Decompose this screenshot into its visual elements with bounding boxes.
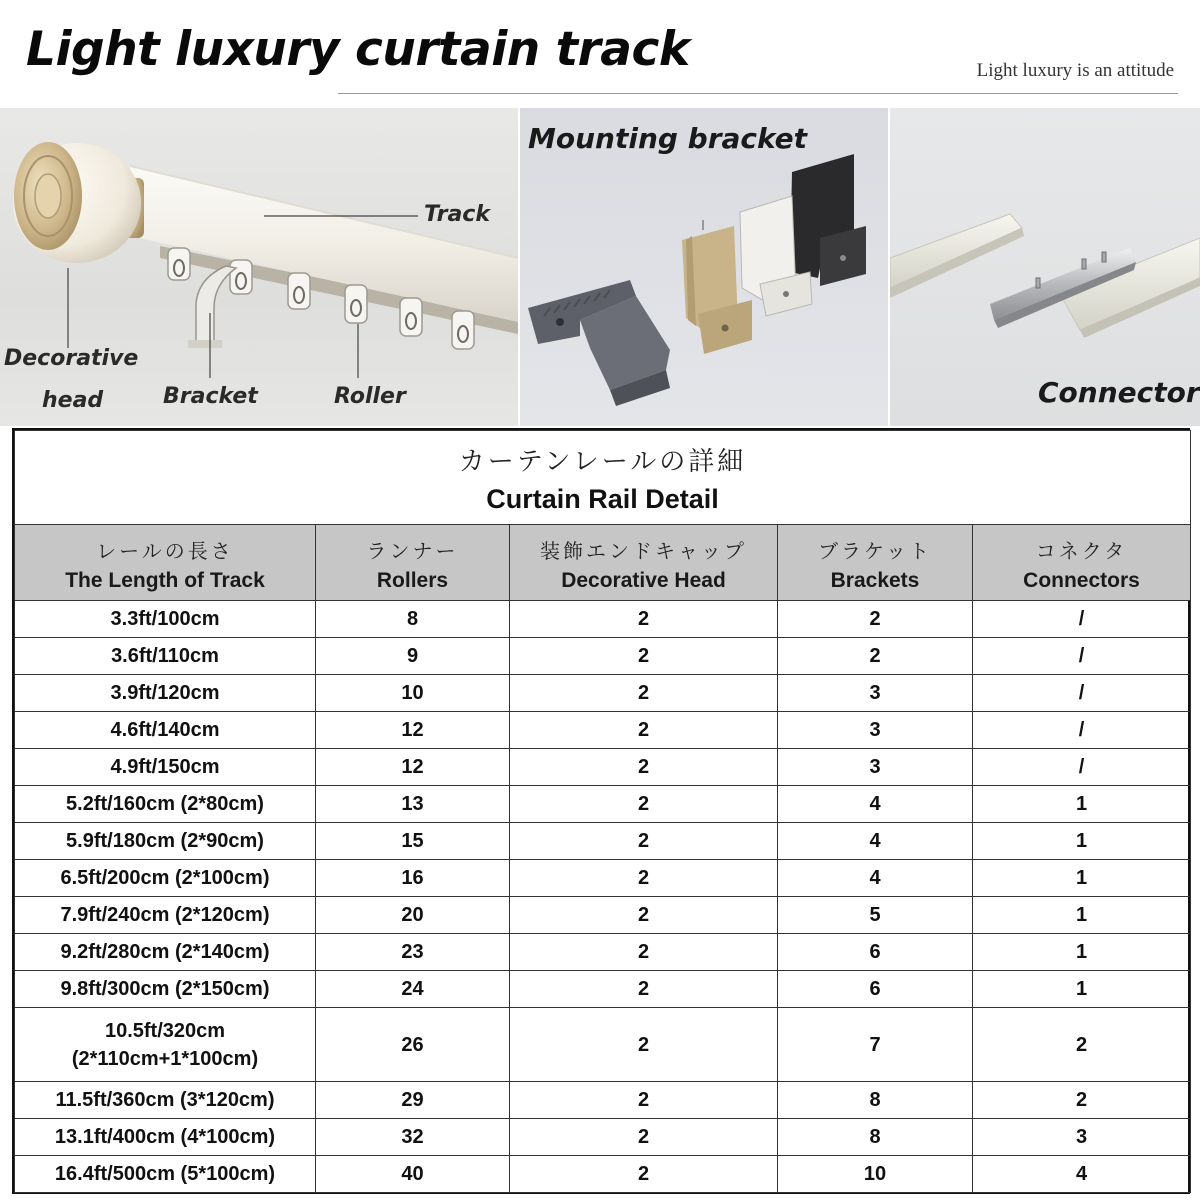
cell-connectors: [973, 860, 1191, 897]
cell-length: [15, 601, 316, 638]
cell-decorative-head-value: 2: [637, 719, 650, 741]
cell-brackets-value: 3: [869, 682, 881, 704]
cell-brackets-value: 6: [869, 978, 881, 1000]
table-row: [15, 638, 1191, 675]
cell-decorative-head-value: 2: [637, 682, 650, 704]
cell-rollers-value: 15: [401, 830, 424, 852]
table-row: [15, 1082, 1191, 1119]
cell-brackets: [778, 1119, 973, 1156]
connector-label: Connector: [1038, 376, 1200, 409]
cell-brackets-value: 5: [869, 904, 881, 926]
table-caption-jp: カーテンレールの詳細: [458, 446, 747, 477]
column-header-jp: 装飾エンドキャップ: [540, 538, 747, 563]
cell-connectors: [973, 934, 1191, 971]
cell-brackets-value: 8: [869, 1089, 881, 1111]
cell-brackets-value: 3: [869, 719, 881, 741]
cell-rollers: [316, 934, 510, 971]
cell-length: [15, 860, 316, 897]
column-header-brackets: [778, 525, 973, 601]
cell-connectors-value: /: [1078, 608, 1085, 630]
table-row: [15, 1008, 1191, 1082]
curtain-rail-detail-table: [12, 428, 1190, 1194]
cell-brackets-value: 4: [869, 830, 881, 852]
cell-decorative-head-value: 2: [637, 1126, 650, 1148]
cell-length: [15, 1119, 316, 1156]
header: [0, 0, 1200, 108]
cell-brackets-value: 3: [869, 756, 881, 778]
cell-brackets-value: 4: [869, 867, 881, 889]
cell-decorative-head-value: 2: [637, 867, 650, 889]
cell-decorative-head-value: 2: [637, 1033, 650, 1056]
track-illustration: [0, 108, 518, 426]
cell-connectors-value: 1: [1075, 978, 1088, 1000]
cell-connectors: [973, 601, 1191, 638]
cell-brackets-value: 7: [869, 1033, 881, 1056]
tagline-divider: [338, 93, 1178, 94]
cell-rollers: [316, 712, 510, 749]
cell-length-value: 4.9ft/150cm: [110, 756, 220, 778]
cell-brackets-value: 2: [869, 645, 881, 667]
decorative-head-label-line2: head: [42, 388, 104, 413]
cell-rollers-value: 12: [401, 719, 424, 741]
cell-brackets: [778, 786, 973, 823]
table-caption: [15, 431, 1191, 525]
cell-rollers: [316, 749, 510, 786]
cell-brackets-value: 6: [869, 941, 881, 963]
cell-rollers: [316, 1119, 510, 1156]
table-row: [15, 675, 1191, 712]
column-header-rollers: [316, 525, 510, 601]
cell-length: [15, 1008, 316, 1082]
column-header-en: Decorative Head: [561, 568, 726, 592]
table-row: [15, 601, 1191, 638]
cell-connectors-value: 1: [1075, 830, 1088, 852]
cell-length-value: 13.1ft/400cm (4*100cm): [54, 1126, 276, 1148]
column-header-length: [15, 525, 316, 601]
cell-connectors-value: 1: [1075, 904, 1088, 926]
table-row: [15, 749, 1191, 786]
cell-brackets: [778, 638, 973, 675]
table-row: [15, 1156, 1191, 1193]
cell-decorative-head: [510, 749, 778, 786]
column-header-jp: コネクタ: [1035, 538, 1128, 563]
cell-rollers-value: 20: [401, 904, 424, 926]
cell-decorative-head-value: 2: [637, 904, 650, 926]
mounting-bracket-label: Mounting bracket: [528, 122, 808, 155]
cell-decorative-head: [510, 1119, 778, 1156]
detail-table: [14, 430, 1191, 1193]
cell-rollers: [316, 897, 510, 934]
cell-length-value-line2: (2*110cm+1*100cm): [71, 1047, 259, 1070]
mounting-bracket-photo-panel: [520, 108, 888, 426]
cell-connectors: [973, 675, 1191, 712]
cell-connectors: [973, 638, 1191, 675]
cell-rollers: [316, 1008, 510, 1082]
cell-rollers: [316, 860, 510, 897]
cell-connectors-value: 2: [1075, 1033, 1088, 1056]
cell-decorative-head-value: 2: [637, 978, 650, 1000]
track-photo-panel: [0, 108, 518, 426]
table-row: [15, 934, 1191, 971]
cell-connectors: [973, 786, 1191, 823]
cell-connectors: [973, 749, 1191, 786]
cell-brackets: [778, 601, 973, 638]
cell-decorative-head: [510, 823, 778, 860]
cell-decorative-head: [510, 934, 778, 971]
cell-connectors-value: /: [1078, 719, 1085, 741]
cell-decorative-head: [510, 1082, 778, 1119]
cell-brackets: [778, 823, 973, 860]
cell-connectors-value: 1: [1075, 793, 1088, 815]
cell-brackets: [778, 934, 973, 971]
cell-length-value: 4.6ft/140cm: [110, 719, 220, 741]
cell-length-value: 16.4ft/500cm (5*100cm): [54, 1163, 276, 1185]
cell-rollers: [316, 971, 510, 1008]
track-label: Track: [424, 202, 490, 227]
cell-brackets: [778, 860, 973, 897]
cell-rollers-value: 23: [401, 941, 424, 963]
cell-connectors-value: 1: [1075, 941, 1088, 963]
cell-rollers: [316, 1082, 510, 1119]
mounting-bracket-illustration: [520, 108, 888, 426]
cell-length-value: 6.5ft/200cm (2*100cm): [60, 867, 270, 889]
cell-brackets: [778, 971, 973, 1008]
cell-brackets: [778, 749, 973, 786]
cell-length: [15, 638, 316, 675]
cell-decorative-head-value: 2: [637, 1163, 650, 1185]
cell-rollers: [316, 786, 510, 823]
cell-rollers-value: 10: [401, 682, 424, 704]
cell-rollers-value: 8: [406, 608, 419, 630]
cell-length: [15, 675, 316, 712]
cell-length: [15, 712, 316, 749]
cell-connectors: [973, 823, 1191, 860]
table-row: [15, 860, 1191, 897]
cell-brackets-value: 2: [869, 608, 881, 630]
cell-rollers-value: 16: [401, 867, 424, 889]
table-row: [15, 823, 1191, 860]
column-header-jp: ランナー: [366, 538, 459, 563]
cell-decorative-head: [510, 638, 778, 675]
cell-connectors-value: 2: [1075, 1089, 1088, 1111]
cell-rollers: [316, 1156, 510, 1193]
cell-connectors-value: 3: [1075, 1126, 1088, 1148]
cell-decorative-head: [510, 786, 778, 823]
cell-rollers-value: 24: [401, 978, 424, 1000]
cell-rollers-value: 26: [401, 1033, 424, 1056]
cell-decorative-head-value: 2: [637, 608, 650, 630]
cell-decorative-head: [510, 675, 778, 712]
cell-brackets: [778, 1008, 973, 1082]
cell-brackets-value: 8: [869, 1126, 881, 1148]
cell-decorative-head: [510, 897, 778, 934]
cell-brackets: [778, 712, 973, 749]
cell-length-value: 7.9ft/240cm (2*120cm): [60, 904, 270, 926]
cell-length: [15, 823, 316, 860]
cell-length-value: 3.6ft/110cm: [111, 645, 219, 667]
cell-decorative-head-value: 2: [637, 830, 650, 852]
cell-connectors-value: 4: [1075, 1163, 1088, 1185]
cell-decorative-head-value: 2: [637, 645, 650, 667]
cell-length-value: 9.2ft/280cm (2*140cm): [60, 941, 270, 963]
cell-brackets: [778, 897, 973, 934]
cell-rollers-value: 40: [401, 1163, 424, 1185]
cell-rollers: [316, 601, 510, 638]
cell-length: [15, 897, 316, 934]
tagline: Light luxury is an attitude: [976, 60, 1174, 81]
column-header-en: Brackets: [830, 568, 920, 592]
cell-length-value: 11.5ft/360cm (3*120cm): [55, 1089, 275, 1111]
table-row: [15, 971, 1191, 1008]
bracket-label: Bracket: [163, 384, 258, 409]
column-header-en: Connectors: [1023, 568, 1140, 592]
table-row: [15, 786, 1191, 823]
cell-brackets: [778, 1082, 973, 1119]
cell-connectors: [973, 1008, 1191, 1082]
cell-length-value: 5.2ft/160cm (2*80cm): [66, 793, 264, 815]
cell-decorative-head-value: 2: [637, 1089, 650, 1111]
cell-brackets-value: 10: [863, 1163, 887, 1185]
cell-decorative-head-value: 2: [637, 756, 650, 778]
cell-rollers-value: 32: [401, 1126, 424, 1148]
cell-rollers-value: 9: [406, 645, 419, 667]
cell-brackets: [778, 1156, 973, 1193]
column-header-en: The Length of Track: [65, 568, 265, 592]
cell-connectors: [973, 1082, 1191, 1119]
cell-decorative-head: [510, 601, 778, 638]
cell-brackets: [778, 675, 973, 712]
column-header-connectors: [973, 525, 1191, 601]
column-header-jp: レールの長さ: [96, 538, 234, 563]
cell-connectors-value: 1: [1075, 867, 1088, 889]
cell-length-value: 10.5ft/320cm: [104, 1019, 226, 1042]
cell-length: [15, 1156, 316, 1193]
cell-connectors: [973, 1156, 1191, 1193]
column-header-jp: ブラケット: [818, 538, 932, 563]
cell-length-value: 5.9ft/180cm (2*90cm): [66, 830, 264, 852]
cell-rollers-value: 29: [401, 1089, 424, 1111]
cell-connectors: [973, 971, 1191, 1008]
product-photos: [0, 108, 1200, 426]
cell-decorative-head-value: 2: [637, 793, 650, 815]
cell-length: [15, 1082, 316, 1119]
table-caption-en: Curtain Rail Detail: [486, 483, 719, 514]
cell-brackets-value: 4: [869, 793, 881, 815]
column-header-row: [15, 525, 1191, 601]
cell-rollers-value: 12: [401, 756, 424, 778]
table-row: [15, 712, 1191, 749]
cell-length-value: 3.9ft/120cm: [110, 682, 220, 704]
cell-length-value: 3.3ft/100cm: [110, 608, 220, 630]
cell-decorative-head: [510, 860, 778, 897]
cell-connectors: [973, 712, 1191, 749]
cell-rollers: [316, 638, 510, 675]
cell-length: [15, 934, 316, 971]
page-title: Light luxury curtain track: [26, 22, 690, 77]
cell-rollers-value: 13: [401, 793, 424, 815]
cell-connectors-value: /: [1078, 682, 1085, 704]
decorative-head-label-line1: Decorative: [4, 346, 139, 371]
cell-connectors: [973, 897, 1191, 934]
black-bracket: [790, 154, 866, 286]
cell-length-value: 9.8ft/300cm (2*150cm): [60, 978, 270, 1000]
cell-decorative-head: [510, 1008, 778, 1082]
cell-decorative-head: [510, 1156, 778, 1193]
table-row: [15, 1119, 1191, 1156]
cell-connectors: [973, 1119, 1191, 1156]
cell-decorative-head-value: 2: [637, 941, 650, 963]
cell-length: [15, 971, 316, 1008]
roller-label: Roller: [334, 384, 406, 409]
connector-photo-panel: [890, 108, 1200, 426]
table-row: [15, 897, 1191, 934]
cell-length: [15, 749, 316, 786]
cell-connectors-value: /: [1078, 756, 1085, 778]
column-header-en: Rollers: [376, 568, 449, 592]
table-body: [15, 601, 1191, 1193]
cell-decorative-head: [510, 971, 778, 1008]
cell-rollers: [316, 823, 510, 860]
cell-decorative-head: [510, 712, 778, 749]
cell-rollers: [316, 675, 510, 712]
cell-connectors-value: /: [1078, 645, 1085, 667]
cell-length: [15, 786, 316, 823]
column-header-decorative-head: [510, 525, 778, 601]
